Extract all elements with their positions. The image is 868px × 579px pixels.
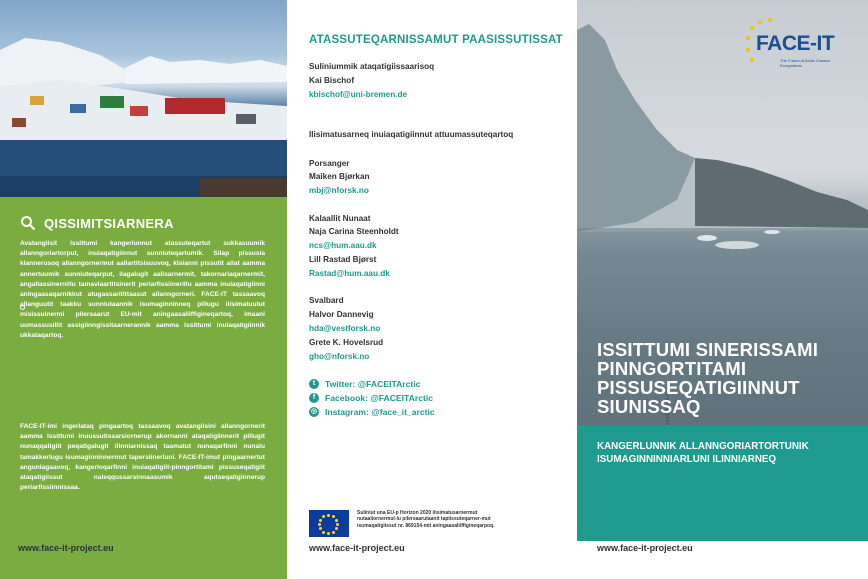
town-photo bbox=[0, 0, 287, 197]
glacier-photo bbox=[577, 0, 868, 425]
contact-name: Grete K. Hovelsrud bbox=[309, 338, 384, 347]
logo-text: FACE-IT bbox=[756, 32, 835, 55]
middle-url[interactable]: www.face-it-project.eu bbox=[309, 543, 405, 553]
magnifier-icon bbox=[20, 215, 36, 231]
logo-subtext: The Future of Arctic Coastal Ecosystems bbox=[780, 58, 830, 68]
contact-title: ATASSUTEQARNISSAMUT PAASISSUTISSAT bbox=[309, 34, 563, 46]
contact-email[interactable]: ncs@hum.aau.dk bbox=[309, 241, 377, 250]
instagram-link[interactable] bbox=[309, 407, 435, 417]
coordinator-email[interactable]: kbischof@uni-bremen.de bbox=[309, 90, 408, 99]
contacts-label: Ilisimatusarneq inuiaqatigiinnut attuumassuteqartoq bbox=[309, 130, 514, 139]
cover-title: ISSITTUMI SINERISSAMI PINNGORTITAMI PISSUSEQATIGIINNUT SIUNISSAQ bbox=[597, 339, 819, 417]
intro-paragraph-1: Avatangiisit Issittumi kangerlunnut atassuteqartut sukkasuumik allanngoriartorput, inuiaqatigiinnut sunniuteqartumik. Silap pissusia kiannerusoq allanngornermut aallartitsisuuvoq, kisianni pissutit allat aamma annertuumik sunniuteqarput, ilagalugit aalisarnermit, takornariaqarnermit, angallassinernillu tamaviaartitsinerit periarfissiinerillu aamma inuiaqatigiinni aningaasaqarnikkut atugassaritittaasut allanngorneri. FACE-IT tassaavoq allanguutit taakku sunniutaannik isumaginninneq pillugu ilisimatuutut misissuinermi pilersaarut EU-mit aningaasaliiffigineqartoq, imaani uumassusillit assigiinngissitaarnerannik aamma Issittumi inuiaqatigiinnik ukkataqartoq. bbox=[20, 240, 265, 339]
intro-panel bbox=[0, 197, 287, 579]
contact-email[interactable]: gho@nforsk.no bbox=[309, 352, 370, 361]
contact-email[interactable]: Rastad@hum.aau.dk bbox=[309, 269, 390, 278]
region-name: Svalbard bbox=[309, 296, 344, 305]
eu-funding-block bbox=[309, 510, 517, 537]
twitter-label: Twitter: @FACEITArctic bbox=[325, 379, 421, 389]
contact-email[interactable]: hda@vestforsk.no bbox=[309, 324, 381, 333]
eu-funding-text: Suliniut una EU-p Horizon 2020 ilisimatusarnermut nutaaliornermul-lu pilersaarutaanit tapiissuteqarner-mut isumaqatigiissut nr. 869154-mit aningaasaliiffigineqarpoq. bbox=[357, 510, 495, 529]
region-name: Porsanger bbox=[309, 159, 350, 168]
cover-panel bbox=[577, 0, 868, 579]
contact-name: Naja Carina Steenholdt bbox=[309, 227, 399, 236]
intro-heading: QISSIMITSIARNERA bbox=[44, 215, 174, 231]
cover-subtitle: KANGERLUNNIK ALLANNGORIARTORTUNIK ISUMAGINNINNIARLUNI ILINNIARNEQ bbox=[597, 441, 809, 465]
contact-name: Lill Rastad Bjørst bbox=[309, 255, 377, 264]
left-url[interactable]: www.face-it-project.eu bbox=[18, 543, 114, 553]
town-photo-illustration bbox=[0, 0, 287, 197]
facebook-label: Facebook: @FACEITArctic bbox=[325, 393, 434, 403]
contact-name: Halvor Dannevig bbox=[309, 310, 374, 319]
contact-email[interactable]: mbj@nforsk.no bbox=[309, 186, 369, 195]
coordinator-name: Kai Bischof bbox=[309, 76, 355, 85]
facebook-link[interactable] bbox=[309, 393, 433, 403]
coordinator-label: Suliniummik ataqatigiissaarisoq bbox=[309, 62, 435, 71]
instagram-icon: ◎ bbox=[310, 408, 318, 415]
facebook-icon: f bbox=[309, 393, 319, 403]
left-panel bbox=[0, 0, 287, 579]
face-it-logo bbox=[742, 18, 852, 68]
region-name: Kalaallit Nunaat bbox=[309, 214, 371, 223]
twitter-icon: t bbox=[309, 379, 319, 389]
intro-paragraph-2: FACE-IT-imi ingerlataq pingaartoq tassaavoq avatangiisini allanngornerit aamma Issittumi inuussutissarsiornerup akornanni ataqatigiinnerit pillugit nunaqqatigiit peqatigalugit ilinniarnissaq taamatut nunaqarfinni nunalu tamakkerlugu isumaginninnermut tapersiinerluni. FACE-IT-imut pingaarnertut anguniagaavoq, kangerloqarfinni inuiaqatigiit-pinngortitami pissuseqatigiit ataqatigiissut naleqqussarsinnaasumik aqutseqatiginnerup periarfissiinnissaa. bbox=[20, 423, 265, 492]
contact-name: Maiken Bjørkan bbox=[309, 172, 370, 181]
subtitle-band bbox=[577, 425, 868, 541]
right-url[interactable]: www.face-it-project.eu bbox=[597, 543, 693, 553]
eu-flag-icon bbox=[309, 510, 349, 537]
instagram-label: Instagram: @face_it_arctic bbox=[325, 407, 435, 417]
twitter-link[interactable] bbox=[309, 379, 420, 389]
contact-panel bbox=[287, 0, 577, 579]
